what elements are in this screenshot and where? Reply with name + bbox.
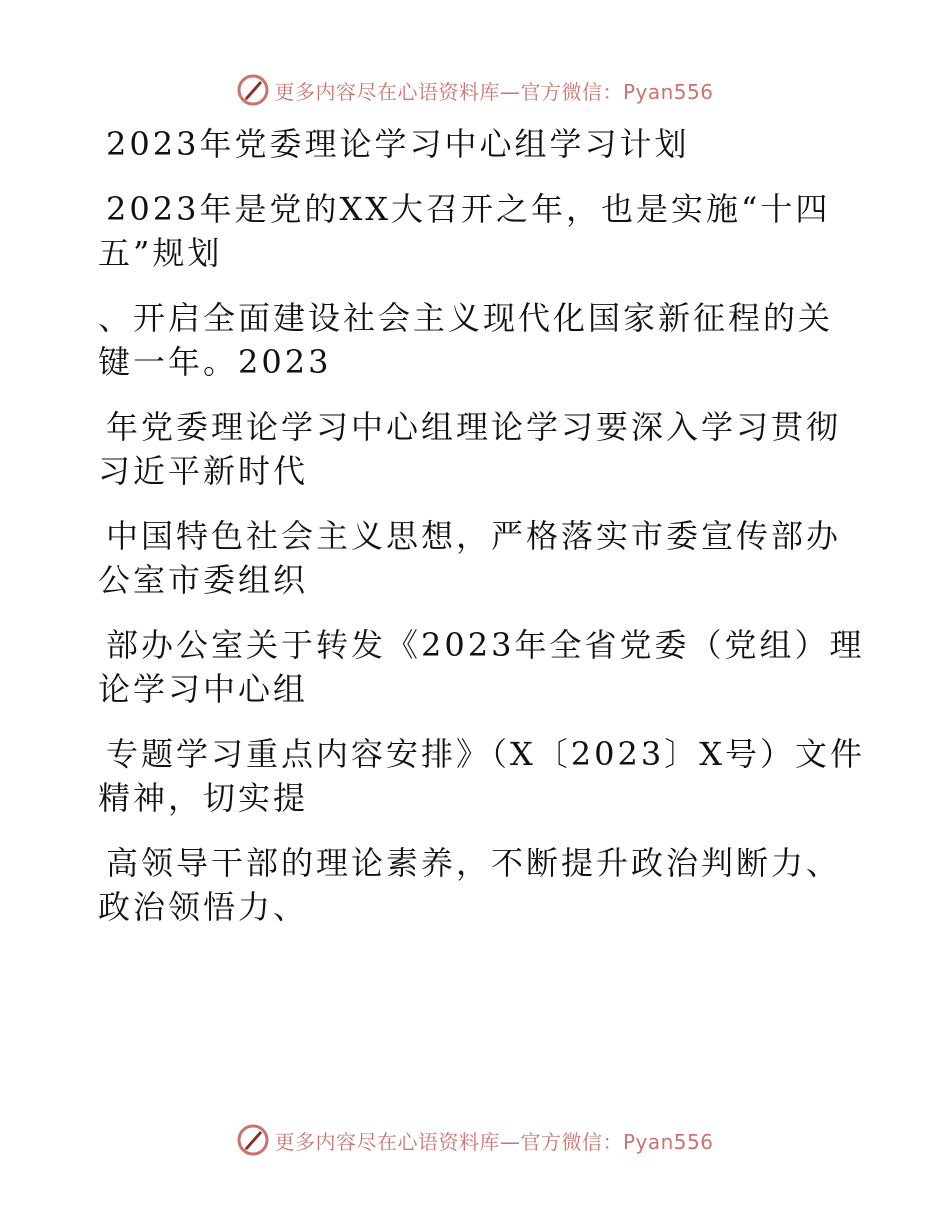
paragraph-line: 高领导干部的理论素养，不断提升政治判断力、 (106, 844, 842, 882)
header-watermark-banner (0, 70, 950, 110)
paragraph-line: 五”规划 (98, 234, 223, 272)
document-title (98, 122, 858, 166)
paragraph (98, 732, 866, 820)
paragraph-line: 习近平新时代 (98, 452, 309, 490)
paragraph-line: 年党委理论学习中心组理论学习要深入学习贯彻 (106, 408, 842, 446)
paragraph-line: 论学习中心组 (98, 670, 309, 708)
paragraph-line: 政治领悟力、 (98, 888, 309, 926)
paragraph (98, 187, 858, 275)
document-body (98, 122, 866, 950)
paragraph-line: 键一年。2023 (98, 343, 332, 381)
title-text: 2023年党委理论学习中心组学习计划 (106, 125, 690, 163)
paragraph-line: 精神，切实提 (98, 779, 309, 817)
paragraph (98, 514, 858, 602)
footer-watermark-text: 更多内容尽在心语资料库—官方微信：Pyan556 (274, 1129, 714, 1154)
paragraph-line: 专题学习重点内容安排》（X〔2023〕X号）文件 (106, 735, 866, 773)
header-watermark-text: 更多内容尽在心语资料库—官方微信：Pyan556 (274, 79, 714, 104)
feather-pen-logo-icon (236, 73, 270, 107)
paragraph-line: 2023年是党的XX大召开之年，也是实施“十四 (106, 190, 831, 228)
footer-watermark-banner (0, 1120, 950, 1160)
paragraph (98, 296, 858, 384)
paragraph (98, 405, 858, 493)
paragraph (98, 841, 858, 929)
paragraph (98, 623, 865, 711)
paragraph-line: 公室市委组织 (98, 561, 309, 599)
paragraph-line: 、开启全面建设社会主义现代化国家新征程的关 (98, 299, 834, 337)
paragraph-line: 部办公室关于转发《2023年全省党委（党组）理 (106, 626, 865, 664)
feather-pen-logo-icon (236, 1123, 270, 1157)
paragraph-line: 中国特色社会主义思想，严格落实市委宣传部办 (106, 517, 842, 555)
